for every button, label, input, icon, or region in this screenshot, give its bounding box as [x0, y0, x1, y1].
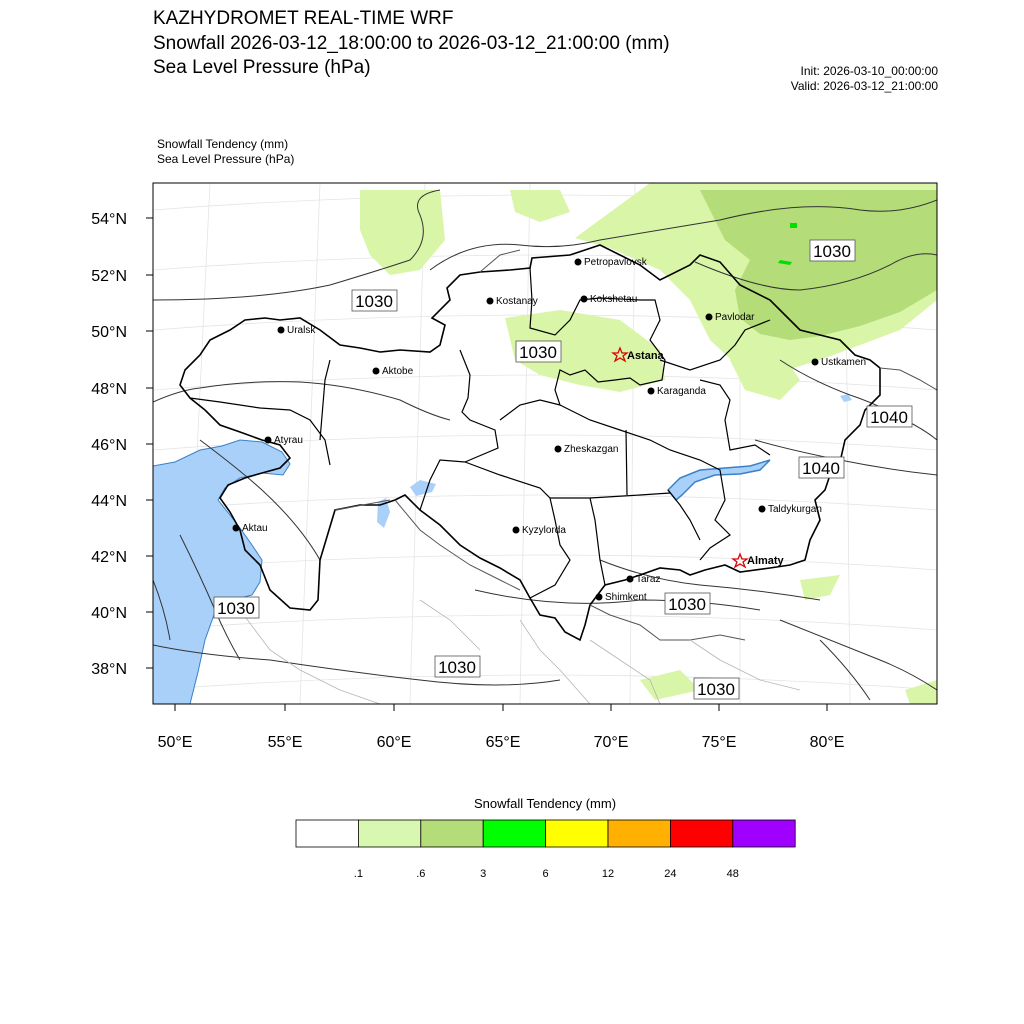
colorbar: [296, 820, 795, 847]
svg-text:1030: 1030: [668, 595, 706, 614]
contour-label: [435, 656, 480, 677]
colorbar-swatch: [608, 820, 670, 847]
colorbar-tick-label: .1: [353, 868, 363, 880]
svg-text:Kostanay: Kostanay: [496, 296, 538, 307]
lon-label: 50°E: [157, 734, 193, 751]
title-line-1: KAZHYDROMET REAL-TIME WRF: [153, 8, 454, 29]
contour-label: [516, 341, 561, 362]
lon-label: 75°E: [701, 734, 737, 751]
contour-label: [214, 597, 259, 618]
svg-text:Pavlodar: Pavlodar: [715, 312, 755, 323]
svg-text:Karaganda: Karaganda: [657, 386, 706, 397]
lon-label: 55°E: [267, 734, 303, 751]
svg-text:Petropavlovsk: Petropavlovsk: [584, 257, 647, 268]
contour-label: [810, 240, 855, 261]
init-time: Init: 2026-03-10_00:00:00: [800, 64, 938, 78]
lon-label: 80°E: [809, 734, 845, 751]
svg-text:1030: 1030: [519, 343, 557, 362]
svg-text:1040: 1040: [870, 408, 908, 427]
svg-text:1030: 1030: [813, 242, 851, 261]
city-taldykurgan: [759, 504, 822, 515]
lon-label: 65°E: [485, 734, 521, 751]
svg-text:1030: 1030: [217, 599, 255, 618]
contour-label: [665, 593, 710, 614]
lat-label: 44°N: [91, 493, 127, 510]
colorbar-tick-label: 24: [664, 868, 677, 880]
longitude-labels: [158, 734, 845, 751]
subtitle-pressure: Sea Level Pressure (hPa): [157, 152, 295, 166]
svg-text:1030: 1030: [697, 680, 735, 699]
svg-text:Ustkamen: Ustkamen: [821, 357, 867, 368]
svg-text:Astana: Astana: [627, 350, 664, 362]
svg-text:Zheskazgan: Zheskazgan: [564, 444, 619, 455]
colorbar-tick-label: 48: [726, 868, 739, 880]
lat-label: 40°N: [91, 605, 127, 622]
svg-text:1040: 1040: [802, 459, 840, 478]
colorbar-swatch: [296, 820, 358, 847]
svg-text:Taraz: Taraz: [636, 574, 661, 585]
svg-text:Taldykurgan: Taldykurgan: [768, 504, 822, 515]
colorbar-tick-label: 6: [542, 868, 549, 880]
lon-label: 60°E: [376, 734, 412, 751]
city-petropavlovsk: [575, 257, 648, 268]
latitude-labels: [91, 211, 127, 678]
colorbar-swatch: [421, 820, 483, 847]
svg-text:Kyzylorda: Kyzylorda: [522, 525, 566, 536]
svg-text:Aktau: Aktau: [242, 523, 268, 534]
title-line-2: Snowfall 2026-03-12_18:00:00 to 2026-03-12_21:00:00 (mm): [153, 33, 670, 54]
colorbar-swatch: [483, 820, 545, 847]
colorbar-swatch: [546, 820, 608, 847]
lat-label: 42°N: [91, 549, 127, 566]
valid-time: Valid: 2026-03-12_21:00:00: [790, 79, 938, 93]
svg-text:Kokshetau: Kokshetau: [590, 294, 638, 305]
contour-label: [694, 678, 739, 699]
contour-label: [352, 290, 397, 311]
lat-label: 54°N: [91, 211, 127, 228]
colorbar-title: Snowfall Tendency (mm): [473, 796, 617, 811]
contour-label: [867, 406, 912, 427]
colorbar-tick-label: 3: [480, 868, 487, 880]
lat-label: 48°N: [91, 381, 127, 398]
svg-text:Shimkent: Shimkent: [605, 592, 647, 603]
lat-label: 38°N: [91, 661, 127, 678]
city-zheskazgan: [555, 444, 619, 455]
colorbar-swatch: [670, 820, 732, 847]
subtitle-snowfall: Snowfall Tendency (mm): [157, 137, 289, 151]
lat-label: 46°N: [91, 437, 127, 454]
contour-label: [799, 457, 844, 478]
svg-text:Almaty: Almaty: [747, 555, 784, 567]
svg-text:1030: 1030: [355, 292, 393, 311]
colorbar-tick-label: .6: [416, 868, 426, 880]
title-line-3: Sea Level Pressure (hPa): [153, 57, 371, 78]
lat-label: 52°N: [91, 268, 127, 285]
lat-label: 50°N: [91, 324, 127, 341]
svg-text:Aktobe: Aktobe: [382, 366, 414, 377]
colorbar-ticks: [354, 868, 739, 880]
colorbar-swatch: [358, 820, 420, 847]
svg-text:Atyrau: Atyrau: [274, 435, 303, 446]
city-karaganda: [648, 386, 707, 397]
colorbar-swatch: [733, 820, 795, 847]
svg-text:Uralsk: Uralsk: [287, 325, 316, 336]
lon-label: 70°E: [593, 734, 629, 751]
colorbar-tick-label: 12: [601, 868, 615, 880]
svg-text:1030: 1030: [438, 658, 476, 677]
